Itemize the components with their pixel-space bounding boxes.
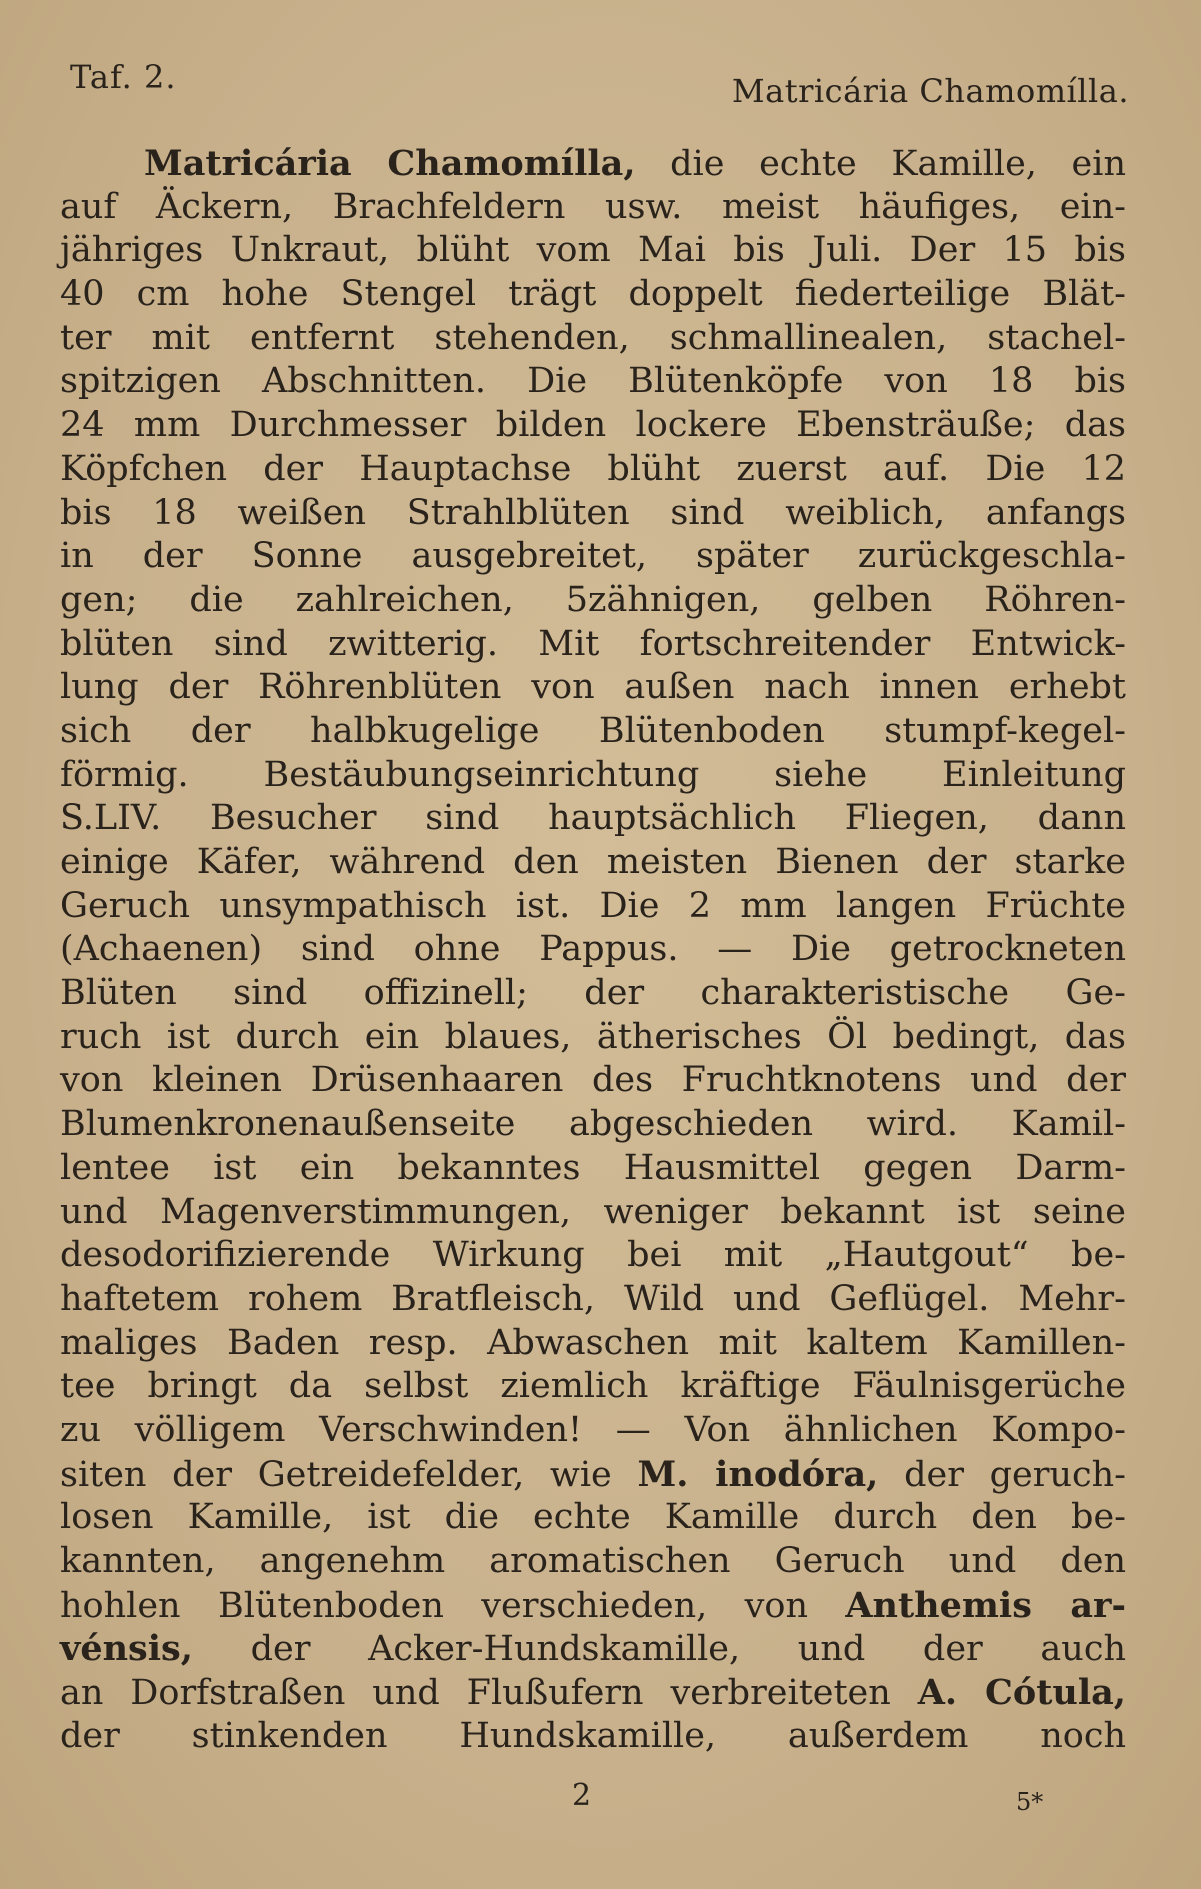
text-line: (Achaenen) sind ohne Pappus. — Die getrockneten [60,929,1126,970]
text-line: einige Käfer, während den meisten Bienen der starke [60,842,1126,882]
taxon-name-bold: A. Cótula, [917,1672,1126,1714]
taxon-name-bold: M. inodóra, [637,1453,879,1495]
text-line: an Dorfstraßen und Flußufern verbreiteten A. Cótula, [60,1672,1126,1714]
text-line: Blumenkronenaußenseite abgeschieden wird. Kamil- [60,1104,1126,1145]
text-line: der stinkenden Hundskamille, außerdem noch [60,1715,1126,1756]
signature-mark: 5* [1016,1788,1044,1816]
text-line: ruch ist durch ein blaues, ätherisches Öl bedingt, das [60,1016,1126,1057]
text-line: spitzigen Abschnitten. Die Blütenköpfe von 18 bis [60,361,1126,402]
text-line: lentee ist ein bekanntes Hausmittel gegen Darm- [60,1147,1126,1188]
text-line: bis 18 weißen Strahlblüten sind weiblich, anfangs [60,492,1126,533]
text-line: tee bringt da selbst ziemlich kräftige Fäulnisgerüche [60,1366,1126,1407]
text-line: maliges Baden resp. Abwaschen mit kaltem Kamillen- [60,1322,1126,1363]
page-number: 2 [572,1778,592,1813]
text-line: ter mit entfernt stehenden, schmallinealen, stachel- [60,317,1126,358]
text-line: 40 cm hohe Stengel trägt doppelt fiederteilige Blät- [60,274,1126,315]
text-line: haftetem rohem Bratfleisch, Wild und Geflügel. Mehr- [60,1278,1126,1319]
taxon-name-bold: vénsis, [60,1628,193,1670]
taxon-name-bold: Anthemis ar- [845,1584,1126,1626]
text-line: von kleinen Drüsenhaaren des Fruchtknotens und der [60,1060,1126,1101]
text-fragment: die echte Kamille, ein [635,144,1126,184]
plate-label: Taf. 2. [70,58,177,96]
text-line: Köpfchen der Hauptachse blüht zuerst auf. Die 12 [60,448,1126,489]
text-line: auf Äckern, Brachfeldern usw. meist häufiges, ein- [60,186,1126,227]
text-line: blüten sind zwitterig. Mit fortschreitender Entwick- [60,623,1126,664]
text-line: zu völligem Verschwinden! — Von ähnlichen Kompo- [60,1409,1126,1450]
text-line: sich der halbkugelige Blütenboden stumpf-kegel- [60,710,1126,751]
text-line: siten der Getreidefelder, wie M. inodóra, der geruch- [60,1453,1126,1495]
text-line: jähriges Unkraut, blüht vom Mai bis Juli. Der 15 bis [60,230,1126,271]
running-title: Matricária Chamomílla. [731,72,1129,110]
species-name-bold: Matricária Chamomílla, [144,143,636,184]
text-line: losen Kamille, ist die echte Kamille durch den be- [60,1497,1126,1538]
body-text [60,142,1126,1758]
text-line: Geruch unsympathisch ist. Die 2 mm langen Früchte [60,885,1126,926]
text-line: und Magenverstimmungen, weniger bekannt ist seine [60,1191,1126,1232]
text-line: Blüten sind offizinell; der charakteristische Ge- [60,973,1126,1014]
text-line: hohlen Blütenboden verschieden, von Anthemis ar- [60,1584,1126,1626]
text-line: S.LIV. Besucher sind hauptsächlich Fliegen, dann [60,798,1126,839]
text-line: gen; die zahlreichen, 5zähnigen, gelben Röhren- [60,579,1126,620]
text-line: in der Sonne ausgebreitet, später zurückgeschla- [60,536,1126,577]
text-line: lung der Röhrenblüten von außen nach innen erhebt [60,667,1126,708]
text-line: kannten, angenehm aromatischen Geruch und den [60,1541,1126,1581]
text-line: förmig. Bestäubungseinrichtung siehe Einleitung [60,754,1126,795]
text-line: desodorifizierende Wirkung bei mit „Hautgout“ be- [60,1235,1126,1276]
text-line [60,142,1126,186]
text-line: 24 mm Durchmesser bilden lockere Ebensträuße; das [60,405,1126,446]
text-line: vénsis, der Acker-Hundskamille, und der auch [60,1628,1126,1670]
